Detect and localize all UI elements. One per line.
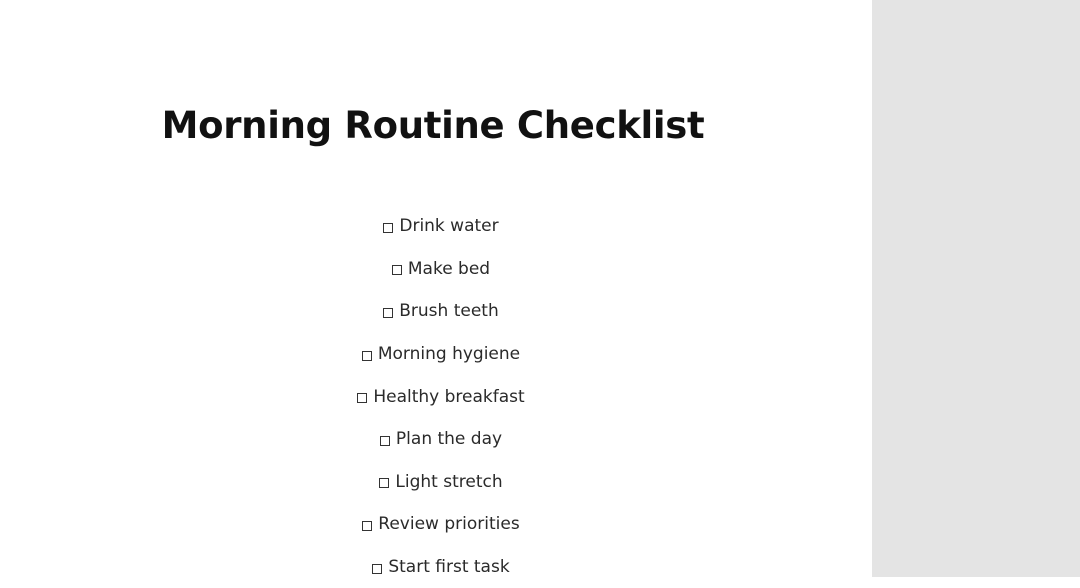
checklist-item-label: Brush teeth bbox=[399, 301, 499, 322]
checklist-item-label: Drink water bbox=[399, 216, 499, 237]
checklist-item-label: Review priorities bbox=[378, 514, 520, 535]
empty-checkbox-icon bbox=[383, 308, 393, 318]
empty-checkbox-icon bbox=[357, 393, 367, 403]
checklist-item bbox=[0, 290, 882, 333]
checklist-item-label: Start first task bbox=[388, 557, 510, 578]
checklist-item-label: Morning hygiene bbox=[377, 344, 521, 365]
checklist bbox=[0, 205, 882, 588]
empty-checkbox-icon bbox=[383, 223, 393, 233]
checklist-item bbox=[0, 248, 882, 291]
empty-checkbox-icon bbox=[362, 351, 372, 361]
checklist-item bbox=[0, 418, 882, 461]
checklist-item-label: Healthy breakfast bbox=[373, 386, 525, 407]
empty-checkbox-icon bbox=[379, 478, 389, 488]
checklist-item-label: Light stretch bbox=[395, 471, 503, 492]
checklist-item bbox=[0, 375, 882, 418]
empty-checkbox-icon bbox=[380, 436, 390, 446]
empty-checkbox-icon bbox=[392, 265, 402, 275]
side-panel bbox=[872, 0, 1080, 577]
checklist-item bbox=[0, 546, 882, 588]
checklist-item-label: Make bed bbox=[407, 258, 491, 279]
checklist-item bbox=[0, 333, 882, 376]
checklist-item-label: Plan the day bbox=[395, 429, 503, 450]
checklist-item bbox=[0, 461, 882, 504]
page-title: Morning Routine Checklist bbox=[161, 104, 705, 147]
checklist-item bbox=[0, 205, 882, 248]
empty-checkbox-icon bbox=[362, 521, 372, 531]
empty-checkbox-icon bbox=[372, 564, 382, 574]
checklist-item bbox=[0, 503, 882, 546]
